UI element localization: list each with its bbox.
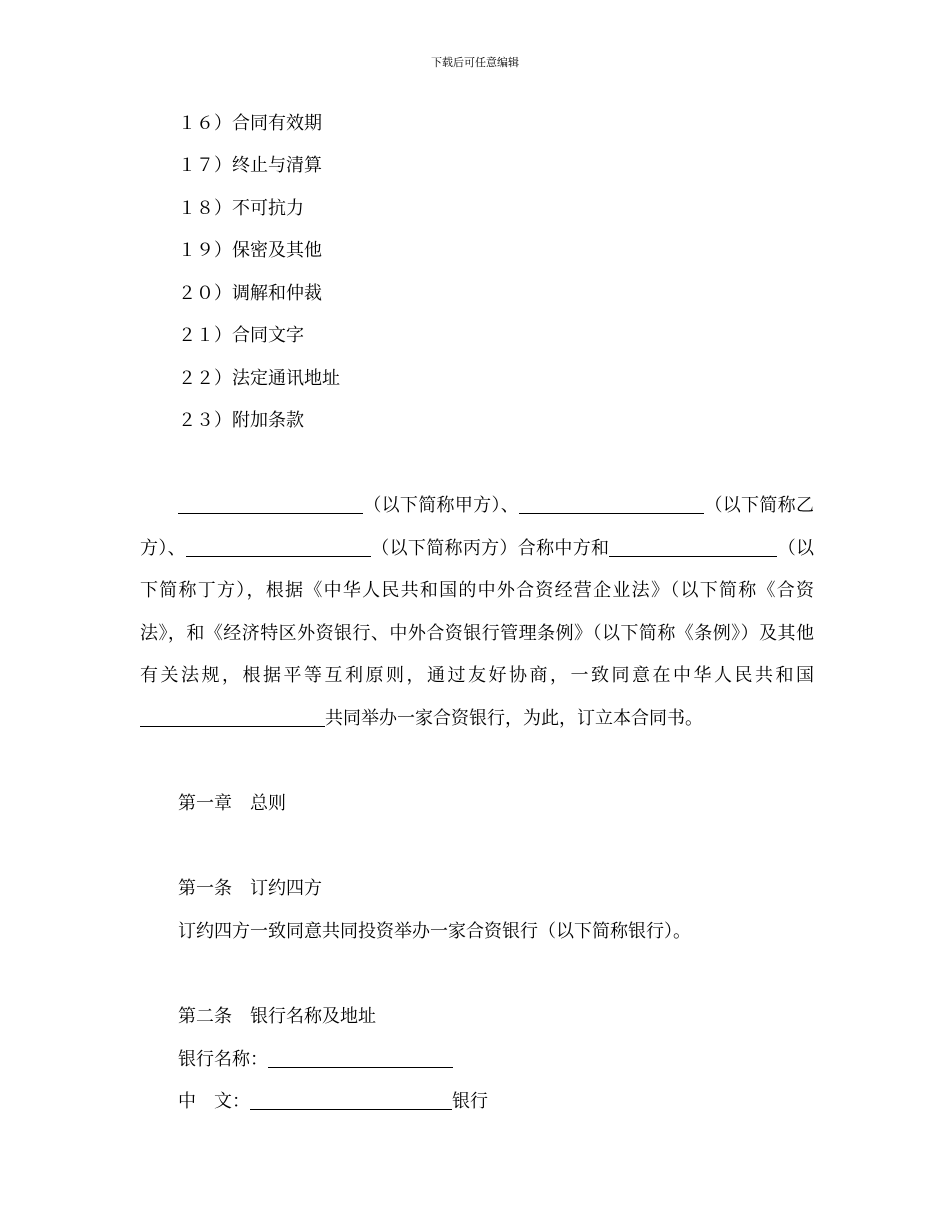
bank-name-blank (268, 1049, 453, 1068)
preamble-text-3: （以下简称丙方）合称中方和 (370, 537, 610, 559)
chinese-name-label: 中 文： (178, 1091, 250, 1112)
toc-item-23: ２３）附加条款 (178, 410, 304, 431)
toc-item-21: ２１）合同文字 (178, 325, 304, 346)
preamble-text-2: （以下简称乙方）、 (140, 495, 814, 559)
chinese-name-blank (250, 1091, 452, 1110)
toc-item-22: ２２）法定通讯地址 (178, 368, 340, 389)
party-c-blank (186, 538, 371, 557)
preamble-text-5: 共同举办一家合资银行，为此，订立本合同书。 (325, 707, 703, 729)
toc-item-16: １６）合同有效期 (178, 113, 322, 134)
party-b-blank (519, 495, 704, 514)
preamble-text-1: （以下简称甲方）、 (363, 495, 520, 516)
preamble-text-4: （以下简称丁方），根据《中华人民共和国的中外合资经营企业法》（以下简称《合资法》，和《经济特区外资银行、中外合资银行管理条例》（以下简称《条例》）及其他有关法规，根据平等互利原则，通过友好协商，一致同意在中华人民共和国 (140, 537, 815, 687)
party-d-blank (609, 538, 777, 557)
header-note: 下载后可任意编辑 (431, 56, 519, 69)
chinese-name-suffix: 银行 (452, 1091, 488, 1112)
toc-item-17: １７）终止与清算 (178, 155, 322, 176)
bank-name-label: 银行名称： (178, 1049, 268, 1070)
bank-name-chinese-line (178, 1090, 488, 1114)
article-2-title: 第二条 银行名称及地址 (178, 1006, 376, 1027)
toc-item-20: ２０）调解和仲裁 (178, 283, 322, 304)
article-1-title: 第一条 订约四方 (178, 878, 322, 899)
toc-item-18: １８）不可抗力 (178, 198, 304, 219)
chapter-1-title: 第一章 总则 (178, 793, 286, 814)
preamble-paragraph (140, 485, 814, 741)
location-blank (140, 708, 325, 727)
party-a-blank (178, 495, 363, 514)
bank-name-line (178, 1048, 453, 1072)
toc-item-19: １９）保密及其他 (178, 240, 322, 261)
article-1-body: 订约四方一致同意共同投资举办一家合资银行（以下简称银行）。 (178, 921, 691, 942)
